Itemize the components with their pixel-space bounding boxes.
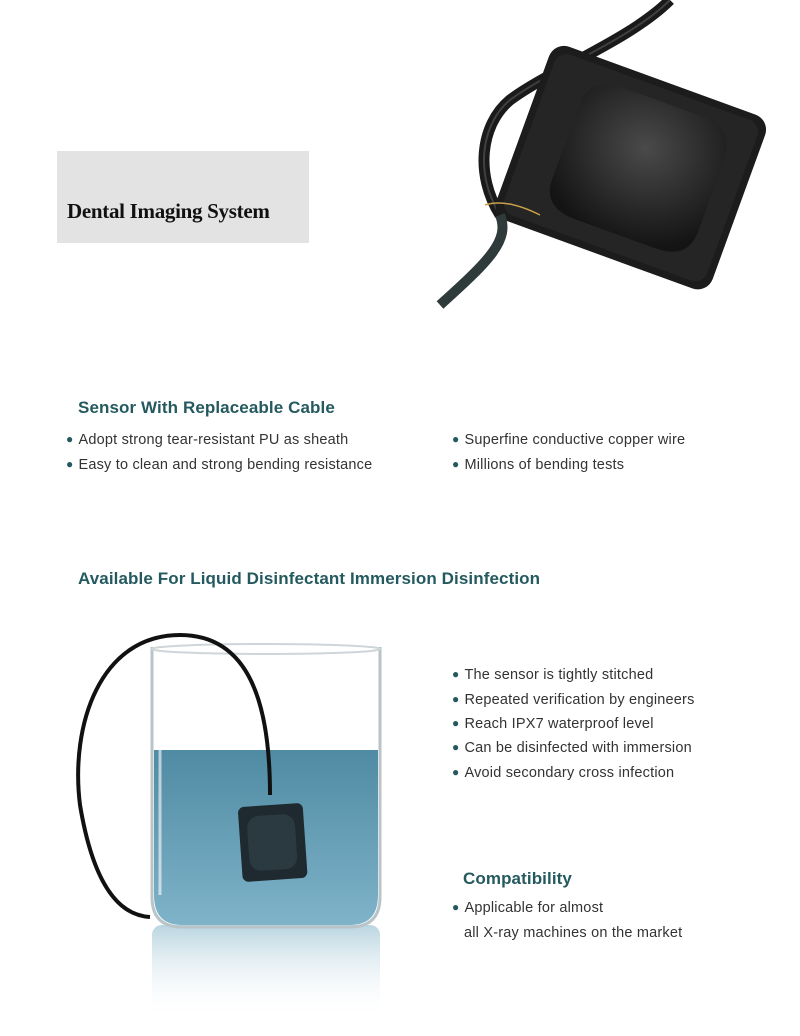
list-item: ● Repeated verification by engineers bbox=[452, 692, 695, 708]
bullet-dot-icon: ● bbox=[452, 457, 460, 471]
bullet-dot-icon: ● bbox=[66, 432, 74, 446]
bullet-dot-icon: ● bbox=[452, 740, 460, 754]
bullet-dot-icon: ● bbox=[66, 457, 74, 471]
cable-section-heading: Sensor With Replaceable Cable bbox=[78, 398, 335, 417]
title-banner bbox=[57, 151, 309, 243]
list-item: ● Millions of bending tests bbox=[452, 457, 625, 473]
bullet-dot-icon: ● bbox=[452, 765, 460, 779]
list-item: ● Can be disinfected with immersion bbox=[452, 740, 692, 756]
beaker-immersion-image bbox=[60, 625, 400, 1025]
list-item: ● Adopt strong tear-resistant PU as sheath bbox=[66, 432, 349, 448]
bullet-dot-icon: ● bbox=[452, 432, 460, 446]
sensor-product-image bbox=[430, 0, 770, 310]
list-item: ● Reach IPX7 waterproof level bbox=[452, 716, 654, 732]
bullet-dot-icon: ● bbox=[452, 692, 460, 706]
bullet-dot-icon: ● bbox=[452, 667, 460, 681]
bullet-dot-icon: ● bbox=[452, 900, 460, 914]
list-item: ● Easy to clean and strong bending resistance bbox=[66, 457, 373, 473]
compatibility-heading: Compatibility bbox=[463, 869, 572, 888]
compatibility-text-continued: all X-ray machines on the market bbox=[464, 925, 683, 941]
list-item: ● Avoid secondary cross infection bbox=[452, 765, 675, 781]
page-title: Dental Imaging System bbox=[67, 199, 270, 223]
disinfection-section-heading: Available For Liquid Disinfectant Immersion Disinfection bbox=[78, 569, 541, 588]
list-item: ● Applicable for almost bbox=[452, 900, 604, 916]
list-item: ● The sensor is tightly stitched bbox=[452, 667, 654, 683]
bullet-dot-icon: ● bbox=[452, 716, 460, 730]
list-item: ● Superfine conductive copper wire bbox=[452, 432, 686, 448]
